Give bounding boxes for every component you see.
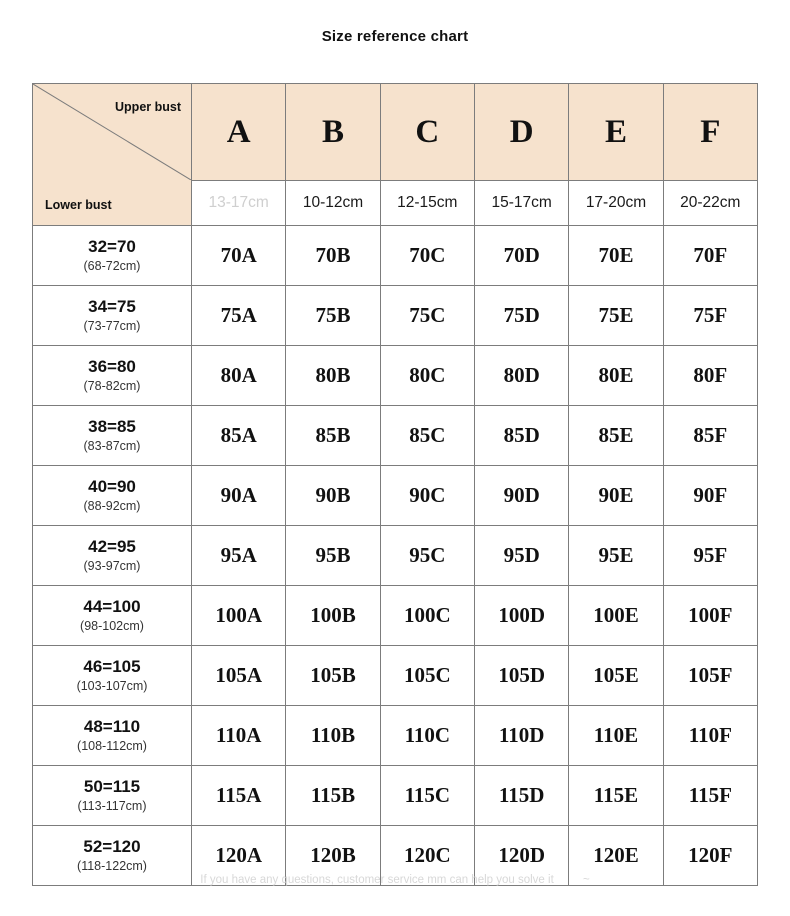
table-row: [33, 286, 758, 346]
size-cell: 90B: [286, 466, 380, 526]
size-cell: 100A: [192, 586, 286, 646]
size-cell: 110A: [192, 706, 286, 766]
band-range: (103-107cm): [76, 679, 148, 694]
table-row: [33, 646, 758, 706]
band-range: (108-112cm): [77, 739, 147, 754]
size-cell: 85A: [192, 406, 286, 466]
table-row: [33, 526, 758, 586]
size-cell: 100F: [663, 586, 757, 646]
band-label-cell: [33, 646, 192, 706]
band-size: 34=75: [88, 297, 136, 317]
size-cell: 120F: [663, 826, 757, 886]
size-cell: 75E: [569, 286, 663, 346]
table-row: [33, 766, 758, 826]
size-cell: 105B: [286, 646, 380, 706]
band-range: (88-92cm): [83, 499, 141, 514]
table-body: [33, 84, 758, 886]
band-label-cell: [33, 226, 192, 286]
band-label-cell: [33, 586, 192, 646]
cup-header-e: E: [569, 84, 663, 181]
cup-header-f: F: [663, 84, 757, 181]
size-cell: 110E: [569, 706, 663, 766]
size-cell: 70C: [380, 226, 474, 286]
size-cell: 90F: [663, 466, 757, 526]
cup-range-e: 17-20cm: [569, 181, 663, 226]
size-cell: 95C: [380, 526, 474, 586]
table-row: [33, 706, 758, 766]
corner-upper-bust-label: Upper bust: [115, 100, 181, 114]
band-label-cell: [33, 406, 192, 466]
size-cell: 85E: [569, 406, 663, 466]
size-cell: 80C: [380, 346, 474, 406]
size-cell: 115B: [286, 766, 380, 826]
cup-header-b: B: [286, 84, 380, 181]
size-cell: 120A: [192, 826, 286, 886]
size-cell: 80D: [474, 346, 568, 406]
band-label-cell: [33, 526, 192, 586]
size-cell: 120E: [569, 826, 663, 886]
footer-note: [0, 874, 790, 886]
size-cell: 120B: [286, 826, 380, 886]
table-row: [33, 466, 758, 526]
size-cell: 95E: [569, 526, 663, 586]
size-cell: 90E: [569, 466, 663, 526]
band-size: 46=105: [83, 657, 141, 677]
band-range: (93-97cm): [83, 559, 141, 574]
size-cell: 110D: [474, 706, 568, 766]
page-title: Size reference chart: [321, 28, 469, 45]
band-range: (78-82cm): [83, 379, 141, 394]
size-cell: 115F: [663, 766, 757, 826]
size-cell: 85F: [663, 406, 757, 466]
table-row: [33, 346, 758, 406]
size-cell: 120D: [474, 826, 568, 886]
size-cell: 120C: [380, 826, 474, 886]
footer-note-text: If you have any questions, customer service mm can help you solve it: [200, 874, 554, 886]
band-label-cell: [33, 466, 192, 526]
cup-header-a: A: [192, 84, 286, 181]
size-cell: 95B: [286, 526, 380, 586]
corner-header-cell: [33, 84, 192, 226]
size-cell: 90A: [192, 466, 286, 526]
band-range: (118-122cm): [77, 859, 147, 874]
size-cell: 105D: [474, 646, 568, 706]
size-cell: 105C: [380, 646, 474, 706]
band-size: 36=80: [88, 357, 136, 377]
corner-lower-bust-label: Lower bust: [45, 198, 112, 212]
size-cell: 85D: [474, 406, 568, 466]
size-cell: 95F: [663, 526, 757, 586]
cup-range-b: 10-12cm: [286, 181, 380, 226]
cup-range-c: 12-15cm: [380, 181, 474, 226]
band-size: 38=85: [88, 417, 136, 437]
band-range: (73-77cm): [83, 319, 141, 334]
band-label-cell: [33, 286, 192, 346]
size-cell: 90C: [380, 466, 474, 526]
size-chart-container: [32, 83, 758, 886]
size-cell: 75F: [663, 286, 757, 346]
band-label-cell: [33, 766, 192, 826]
size-cell: 70F: [663, 226, 757, 286]
cup-header-c: C: [380, 84, 474, 181]
size-cell: 75D: [474, 286, 568, 346]
table-header-row-cups: [33, 84, 758, 181]
size-cell: 100B: [286, 586, 380, 646]
size-cell: 70B: [286, 226, 380, 286]
footer-tilde: ~: [582, 874, 590, 886]
size-cell: 95D: [474, 526, 568, 586]
size-cell: 75A: [192, 286, 286, 346]
table-row: [33, 406, 758, 466]
size-cell: 75B: [286, 286, 380, 346]
band-size: 50=115: [83, 777, 141, 797]
size-cell: 115A: [192, 766, 286, 826]
size-cell: 85C: [380, 406, 474, 466]
size-cell: 105A: [192, 646, 286, 706]
size-cell: 70D: [474, 226, 568, 286]
size-cell: 70E: [569, 226, 663, 286]
band-size: 40=90: [88, 477, 136, 497]
band-size: 48=110: [83, 717, 141, 737]
size-cell: 90D: [474, 466, 568, 526]
size-cell: 115E: [569, 766, 663, 826]
size-cell: 110F: [663, 706, 757, 766]
size-cell: 105F: [663, 646, 757, 706]
size-cell: 115D: [474, 766, 568, 826]
size-cell: 110B: [286, 706, 380, 766]
size-cell: 115C: [380, 766, 474, 826]
size-cell: 100D: [474, 586, 568, 646]
size-cell: 85B: [286, 406, 380, 466]
size-cell: 110C: [380, 706, 474, 766]
band-size: 44=100: [83, 597, 141, 617]
size-cell: 100E: [569, 586, 663, 646]
size-cell: 80B: [286, 346, 380, 406]
band-size: 42=95: [88, 537, 136, 557]
band-range: (68-72cm): [83, 259, 141, 274]
size-cell: 80F: [663, 346, 757, 406]
size-cell: 80E: [569, 346, 663, 406]
band-size: 32=70: [88, 237, 136, 257]
cup-range-a: 13-17cm: [192, 181, 286, 226]
cup-range-f: 20-22cm: [663, 181, 757, 226]
table-row: [33, 226, 758, 286]
band-range: (113-117cm): [77, 799, 147, 814]
band-size: 52=120: [83, 837, 141, 857]
size-cell: 80A: [192, 346, 286, 406]
size-cell: 95A: [192, 526, 286, 586]
band-label-cell: [33, 706, 192, 766]
size-reference-table: [32, 83, 758, 886]
size-cell: 70A: [192, 226, 286, 286]
cup-range-d: 15-17cm: [474, 181, 568, 226]
size-cell: 100C: [380, 586, 474, 646]
band-range: (83-87cm): [83, 439, 141, 454]
cup-header-d: D: [474, 84, 568, 181]
size-cell: 105E: [569, 646, 663, 706]
size-cell: 75C: [380, 286, 474, 346]
band-label-cell: [33, 346, 192, 406]
table-row: [33, 586, 758, 646]
band-range: (98-102cm): [80, 619, 144, 634]
